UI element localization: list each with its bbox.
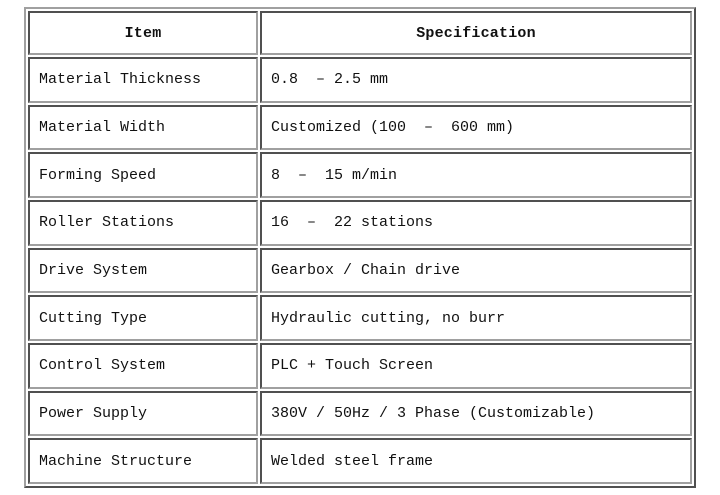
- table-row: [28, 105, 692, 151]
- table-row: [28, 295, 692, 341]
- row-item-machine-structure: Machine Structure: [28, 438, 258, 484]
- row-item-cutting-type: Cutting Type: [28, 295, 258, 341]
- row-spec-power-supply: 380V / 50Hz / 3 Phase (Customizable): [260, 391, 692, 437]
- table-row: [28, 438, 692, 484]
- row-spec-control-system: PLC + Touch Screen: [260, 343, 692, 389]
- table-header-row: [28, 11, 692, 55]
- table-row: [28, 343, 692, 389]
- table-row: [28, 152, 692, 198]
- table-row: [28, 248, 692, 294]
- row-item-control-system: Control System: [28, 343, 258, 389]
- row-spec-roller-stations: 16 – 22 stations: [260, 200, 692, 246]
- specification-table: [24, 7, 696, 488]
- row-item-forming-speed: Forming Speed: [28, 152, 258, 198]
- row-item-drive-system: Drive System: [28, 248, 258, 294]
- row-spec-forming-speed: 8 – 15 m/min: [260, 152, 692, 198]
- header-item: Item: [28, 11, 258, 55]
- row-spec-material-thickness: 0.8 – 2.5 mm: [260, 57, 692, 103]
- header-specification: Specification: [260, 11, 692, 55]
- table-row: [28, 200, 692, 246]
- row-spec-drive-system: Gearbox / Chain drive: [260, 248, 692, 294]
- row-item-material-thickness: Material Thickness: [28, 57, 258, 103]
- table-row: [28, 57, 692, 103]
- row-item-roller-stations: Roller Stations: [28, 200, 258, 246]
- row-item-power-supply: Power Supply: [28, 391, 258, 437]
- row-spec-material-width: Customized (100 – 600 mm): [260, 105, 692, 151]
- row-item-material-width: Material Width: [28, 105, 258, 151]
- spec-table-container: [24, 7, 696, 488]
- table-row: [28, 391, 692, 437]
- row-spec-machine-structure: Welded steel frame: [260, 438, 692, 484]
- row-spec-cutting-type: Hydraulic cutting, no burr: [260, 295, 692, 341]
